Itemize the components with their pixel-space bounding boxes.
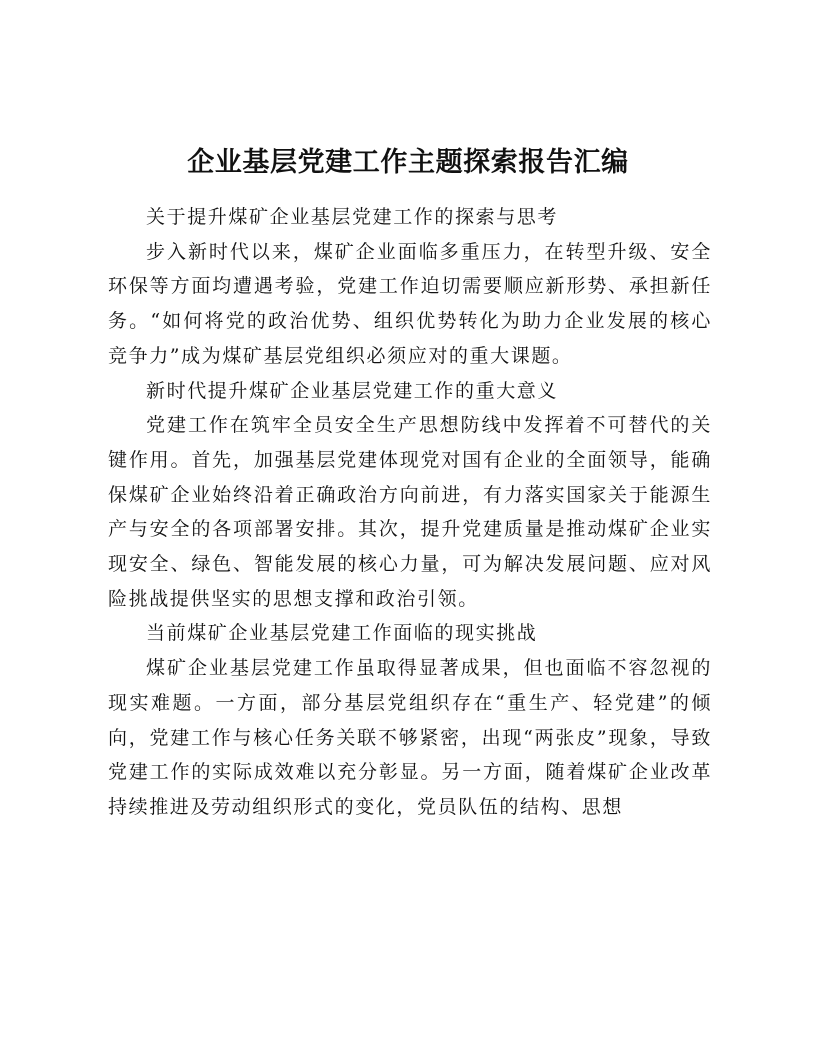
- body-paragraph: 步入新时代以来，煤矿企业面临多重压力，在转型升级、安全环保等方面均遭遇考验，党建工作迫切需要顺应新形势、承担新任务。“如何将党的政治优势、组织优势转化为助力企业发展的核心竞争力”成为煤矿基层党组织必须应对的重大课题。: [108, 240, 712, 367]
- document-body: [108, 200, 712, 825]
- body-paragraph: 煤矿企业基层党建工作虽取得显著成果，但也面临不容忽视的现实难题。一方面，部分基层党组织存在“重生产、轻党建”的倾向，党建工作与核心任务关联不够紧密，出现“两张皮”现象，导致党建工作的实际成效难以充分彰显。另一方面，随着煤矿企业改革持续推进及劳动组织形式的变化，党员队伍的结构、思想: [108, 657, 712, 818]
- body-paragraph: 党建工作在筑牢全员安全生产思想防线中发挥着不可替代的关键作用。首先，加强基层党建体现党对国有企业的全面领导，能确保煤矿企业始终沿着正确政治方向前进，有力落实国家关于能源生产与安全的各项部署安排。其次，提升党建质量是推动煤矿企业实现安全、绿色、智能发展的核心力量，可为解决发展问题、应对风险挑战提供坚实的思想支撑和政治引领。: [108, 414, 712, 610]
- section-heading: 关于提升煤矿企业基层党建工作的探索与思考: [146, 206, 559, 228]
- document-title: 企业基层党建工作主题探索报告汇编: [187, 147, 629, 178]
- section-heading: 当前煤矿企业基层党建工作面临的现实挑战: [146, 622, 538, 645]
- section-heading: 新时代提升煤矿企业基层党建工作的重大意义: [146, 379, 559, 402]
